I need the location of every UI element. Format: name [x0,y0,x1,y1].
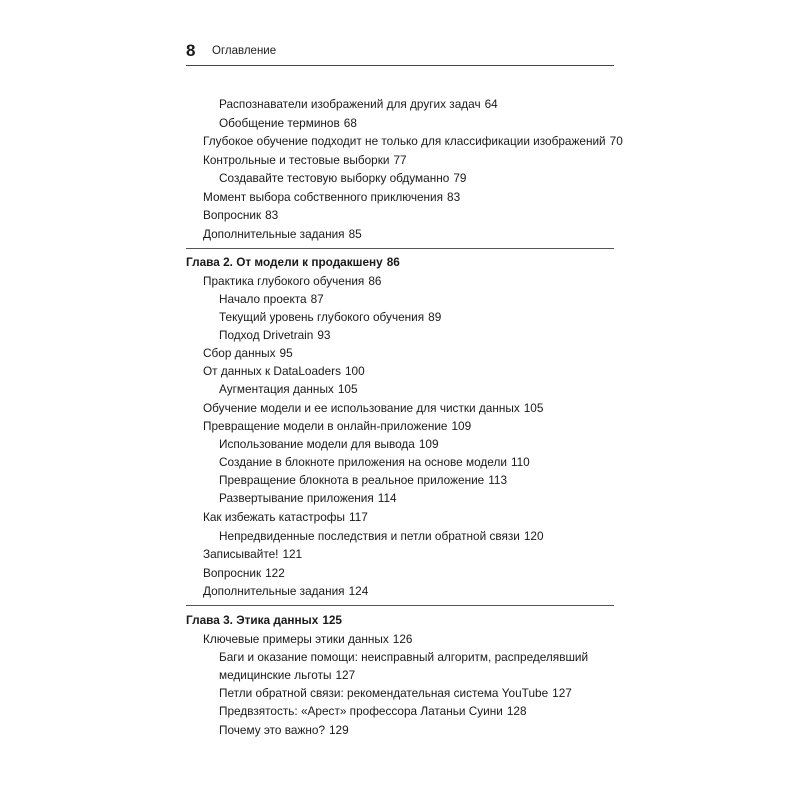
chapter-divider [186,248,614,249]
toc-entry-label: Развертывание приложения [219,491,374,505]
toc-entry-page: 77 [393,153,407,167]
toc-entry-page: 95 [279,346,293,360]
toc-entry-page: 68 [343,116,357,130]
toc-entry-page: 83 [447,190,461,204]
toc-entry-label: Обобщение терминов [219,116,340,130]
toc-entry-label-line2: медицинские льготы [219,668,332,682]
toc-entry-label: Подход Drivetrain [219,328,314,342]
toc-entry-label: Глубокое обучение подходит не только для классификации изображений [203,134,606,148]
toc-entry-label: Дополнительные задания [203,227,345,241]
toc-entry-label: Записывайте! [203,547,279,561]
toc-entry-label: Превращение блокнота в реальное приложение [219,473,485,487]
toc-entry-label: Текущий уровень глубокого обучения [219,310,425,324]
toc-entry-page: 64 [484,97,498,111]
toc-entry-label: Обучение модели и ее использование для чистки данных [203,401,520,415]
toc-entry-label: Распознаватели изображений для других задач [219,97,481,111]
toc-entry-label: Контрольные и тестовые выборки [203,153,390,167]
toc-entry-page: 83 [265,208,279,222]
toc-entry-page: 121 [282,547,303,561]
toc-chapter-page: 125 [322,613,342,627]
toc-entry-page: 127 [335,668,356,682]
toc-entry-page: 70 [609,134,623,148]
toc-entry-label: Непредвиденные последствия и петли обратной связи [219,529,520,543]
toc-entry-page: 86 [368,274,382,288]
toc-entry-label: Сбор данных [203,346,276,360]
toc-entry-page: 89 [428,310,442,324]
toc-entry-page: 109 [451,419,472,433]
toc-entry-label: Почему это важно? [219,723,325,737]
toc-chapter-label: Глава 3. Этика данных [186,613,319,627]
toc-entry-page: 128 [506,704,527,718]
toc-entry-page: 117 [348,510,368,524]
toc-entry-label: Вопросник [203,208,262,222]
running-title: Оглавление [212,45,277,57]
toc-entry-label: Создавайте тестовую выборку обдуманно [219,171,450,185]
toc-entry-page: 109 [418,437,439,451]
toc-entry-label: Момент выбора собственного приключения [203,190,444,204]
toc-entry-page: 93 [317,328,331,342]
toc-entry-label: Использование модели для вывода [219,437,415,451]
toc-entry-page: 122 [265,566,285,580]
toc-entry-page: 114 [377,491,397,505]
toc-entry-label: Создание в блокноте приложения на основе модели [219,455,507,469]
toc-entry-page: 105 [523,401,544,415]
toc-entry-page: 127 [552,686,572,700]
toc-chapter-page: 86 [386,255,400,269]
toc-entry-label: Практика глубокого обучения [203,274,365,288]
toc-entry-page: 110 [510,455,530,469]
toc-entry-label: Как избежать катастрофы [203,510,345,524]
toc-entry-page: 105 [337,382,358,396]
toc-entry-label: Аугментация данных [219,382,334,396]
toc-entry-label: Петли обратной связи: рекомендательная система YouTube [219,686,549,700]
toc-entry-label: Дополнительные задания [203,584,345,598]
toc-entry-page: 120 [523,529,544,543]
toc-entry-page: 100 [344,364,365,378]
toc-entry-page: 126 [392,632,413,646]
toc-entry-page: 113 [488,473,508,487]
toc-entry-label: Предвзятость: «Арест» профессора Латаньи Суини [219,704,503,718]
toc-entry-page: 124 [348,584,369,598]
header-rule [186,65,614,66]
toc-entry-label: Ключевые примеры этики данных [203,632,389,646]
toc-entry-label: От данных к DataLoaders [203,364,341,378]
toc-entry-label: Вопросник [203,566,262,580]
toc-entry-page: 79 [453,171,467,185]
toc-entry-page: 85 [348,227,362,241]
toc-entry-label: Начало проекта [219,292,307,306]
chapter-divider [186,605,614,606]
page-header [186,40,614,64]
book-page: 8 Оглавление Распознаватели изображений для других задач 64 Обобщение терминов 68 Глубокое обучение подходит не только для классификации изображений 70 Контрольные и тестовые выборки 77 Создавайте тестовую выборку обдуманно 79 Момент выбора собственного приключения 83 Вопросник 83 Дополнительные задания 85 Глава 2. От модели к продакшену 86 Практика глубокого обучения 86 Начало проекта 87 Текущий уровень глубокого обучения 89 Подход Drivetrain 93 Сбор данных 95 От данных к DataLoaders 100 Аугментация данных 105 Обучение модели и ее использование для чистки данных 105 Превращение модели в онлайн-приложение 109 Использование модели для вывода 109 Создание в блокноте приложения на основе модели 110 Превращение блокнота в реальное приложение 113 Развертывание приложения 114 Как избежать катастрофы 117 Непредвиденные последствия и петли обратной связи 120 Записывайте! 121 Вопросник 122 Дополнительные задания 124 Глава 3. Этика данных 125 Ключевые примеры этики данных 126 Баги и оказание помощи: неисправный алгоритм, распределявший медицинские льготы 127 Петли обратной связи: рекомендательная система YouTube 127 Предвзятость: «Арест» профессора Латаньи Суини 128 Почему это важно? 129 [186,41,623,737]
page-number: 8 [186,41,196,60]
toc-chapter-label: Глава 2. От модели к продакшену [186,255,383,269]
toc-entry-page: 87 [310,292,324,306]
toc-entry-label: Превращение модели в онлайн-приложение [203,419,448,433]
toc-entry-page: 129 [329,723,349,737]
